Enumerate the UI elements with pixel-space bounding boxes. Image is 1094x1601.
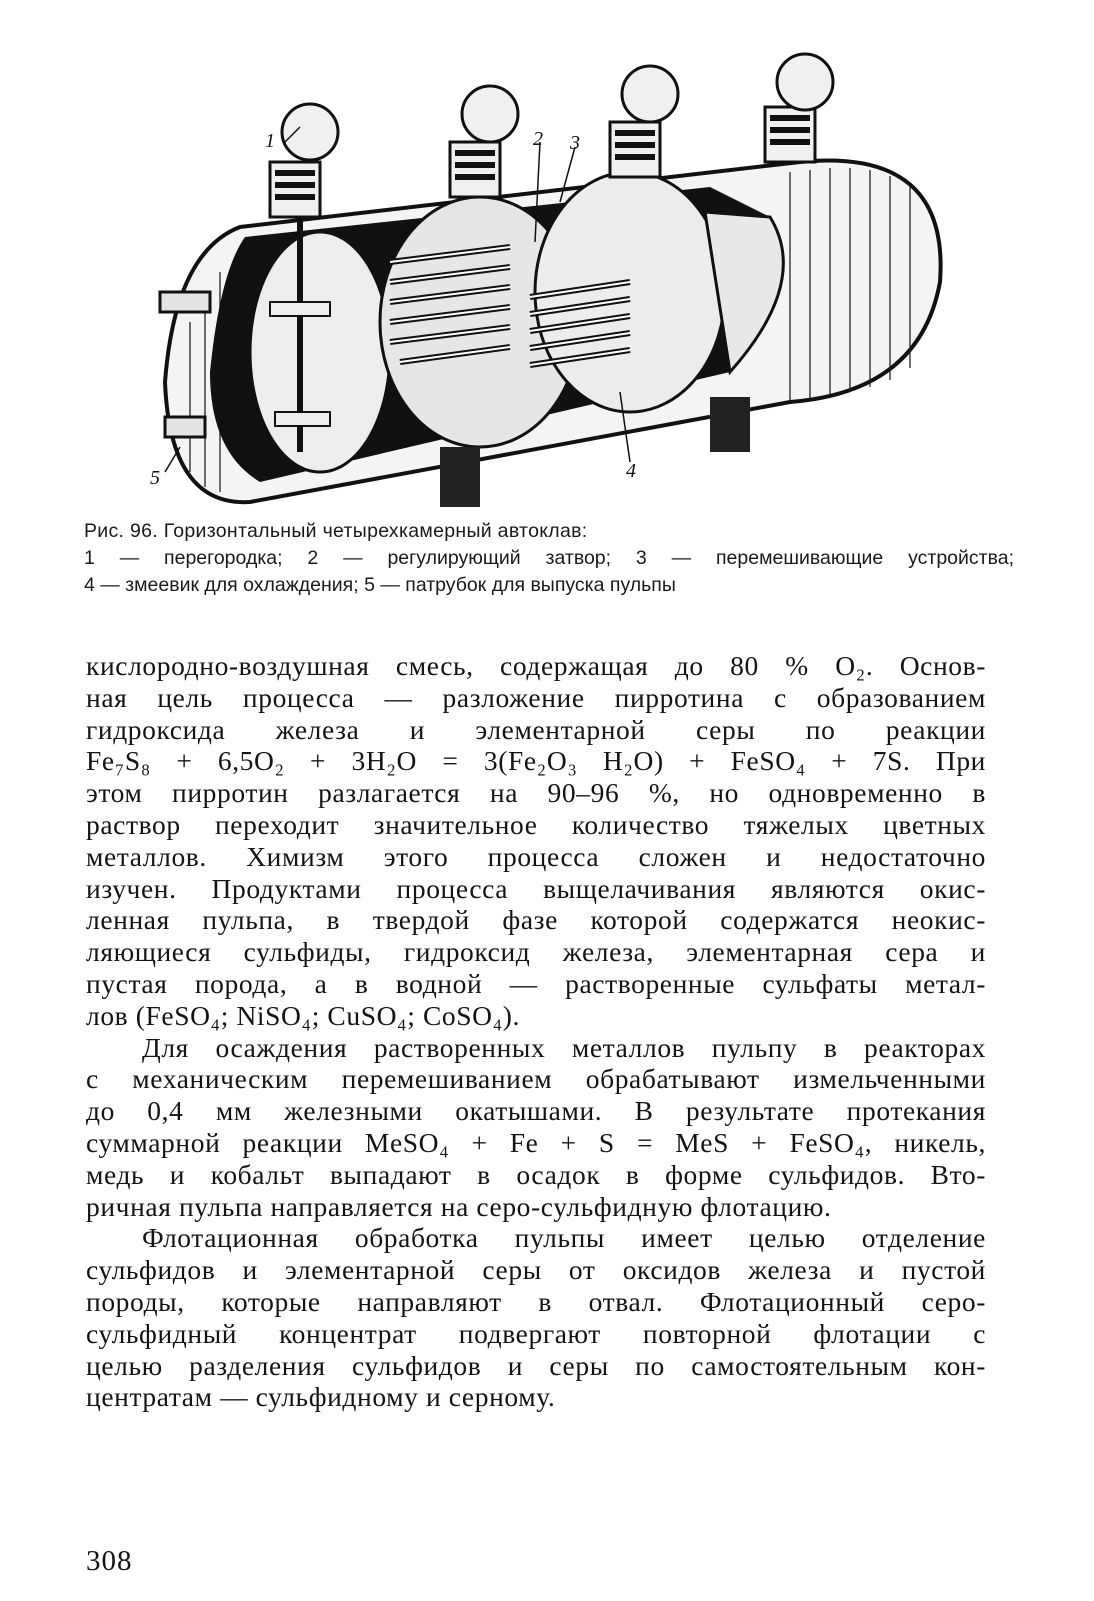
text-line: изучен. Продуктами процесса выщелачивания являются окис- — [86, 872, 986, 904]
figure-label-4: 4 — [626, 460, 636, 482]
text-line: ричная пульпа направляется на серо-сульфидную флотацию. — [86, 1190, 832, 1222]
figure-caption — [84, 518, 1014, 599]
autoclave-figure — [150, 52, 950, 522]
text-line: ленная пульпа, в твердой фазе которой содержатся неокис- — [86, 904, 986, 936]
text-line: лов (FeSO₄; NiSO₄; CuSO₄; CoSO₄). — [86, 999, 521, 1031]
text-line: ляющиеся сульфиды, гидроксид железа, элементарная сера и — [86, 936, 986, 968]
text-line: породы, которые направляют в отвал. Флотационный серо- — [86, 1285, 986, 1317]
text-line: Для осаждения растворенных металлов пульпу в реакторах — [142, 1031, 986, 1063]
text-line: металлов. Химизм этого процесса сложен и недостаточно — [86, 840, 986, 872]
support-right — [710, 397, 750, 452]
text-line: центратам — сульфидному и серному. — [86, 1381, 556, 1413]
caption-title: Рис. 96. Горизонтальный четырехкамерный автоклав: — [84, 520, 588, 542]
figure-label-5: 5 — [150, 467, 160, 489]
text-line: медь и кобальт выпадают в осадок в форме сульфидов. Вто- — [86, 1158, 986, 1190]
text-line: Fe₇S₈ + 6,5O₂ + 3H₂O = 3(Fe₂O₃ H₂O) + FeSO₄ + 7S. При — [86, 745, 986, 777]
text-line: пустая порода, а в водной — растворенные сульфаты метал- — [86, 967, 986, 999]
body-text — [86, 650, 986, 1413]
caption-legend-line-2: 4 — змеевик для охлаждения; 5 — патрубок для выпуска пульпы — [84, 574, 676, 596]
support-left — [440, 447, 480, 507]
paragraph-1 — [86, 650, 986, 1032]
inlet-pipe — [160, 292, 210, 312]
text-line: до 0,4 мм железными окатышами. В результате протекания — [86, 1095, 986, 1127]
discharge-nozzle — [165, 417, 205, 437]
page-number: 308 — [86, 1545, 133, 1577]
agitator-blade-bottom — [275, 412, 330, 426]
text-line: с механическим перемешиванием обрабатывают измельченными — [86, 1063, 986, 1095]
text-line: Флотационная обработка пульпы имеет целью отделение — [142, 1222, 986, 1254]
paragraph-2 — [86, 1032, 986, 1223]
text-line: этом пирротин разлагается на 90–96 %, но одновременно в — [86, 777, 986, 809]
agitator-blade-top — [270, 302, 330, 316]
autoclave-illustration — [150, 52, 950, 522]
text-line: суммарной реакции MeSO₄ + Fe + S = MeS + FeSO₄, никель, — [86, 1126, 986, 1158]
figure-label-1: 1 — [265, 130, 275, 152]
text-line: ная цель процесса — разложение пирротина с образованием — [86, 681, 986, 713]
text-line: раствор переходит значительное количество тяжелых цветных — [86, 808, 986, 840]
figure-label-3: 3 — [570, 132, 580, 154]
text-line: сульфидный концентрат подвергают повторной флотации с — [86, 1317, 986, 1349]
text-line: сульфидов и элементарной серы от оксидов железа и пустой — [86, 1254, 986, 1286]
caption-legend-line-1: 1 — перегородка; 2 — регулирующий затвор; 3 — перемешивающие устройства; — [84, 547, 1014, 569]
text-line: целью разделения сульфидов и серы по самостоятельным кон- — [86, 1349, 986, 1381]
text-line: кислородно-воздушная смесь, содержащая до 80 % O₂. Основ- — [86, 650, 986, 681]
figure-label-2: 2 — [533, 128, 543, 150]
text-line: гидроксида железа и элементарной серы по реакции — [86, 713, 986, 745]
paragraph-3 — [86, 1222, 986, 1413]
partition-1 — [250, 232, 390, 472]
